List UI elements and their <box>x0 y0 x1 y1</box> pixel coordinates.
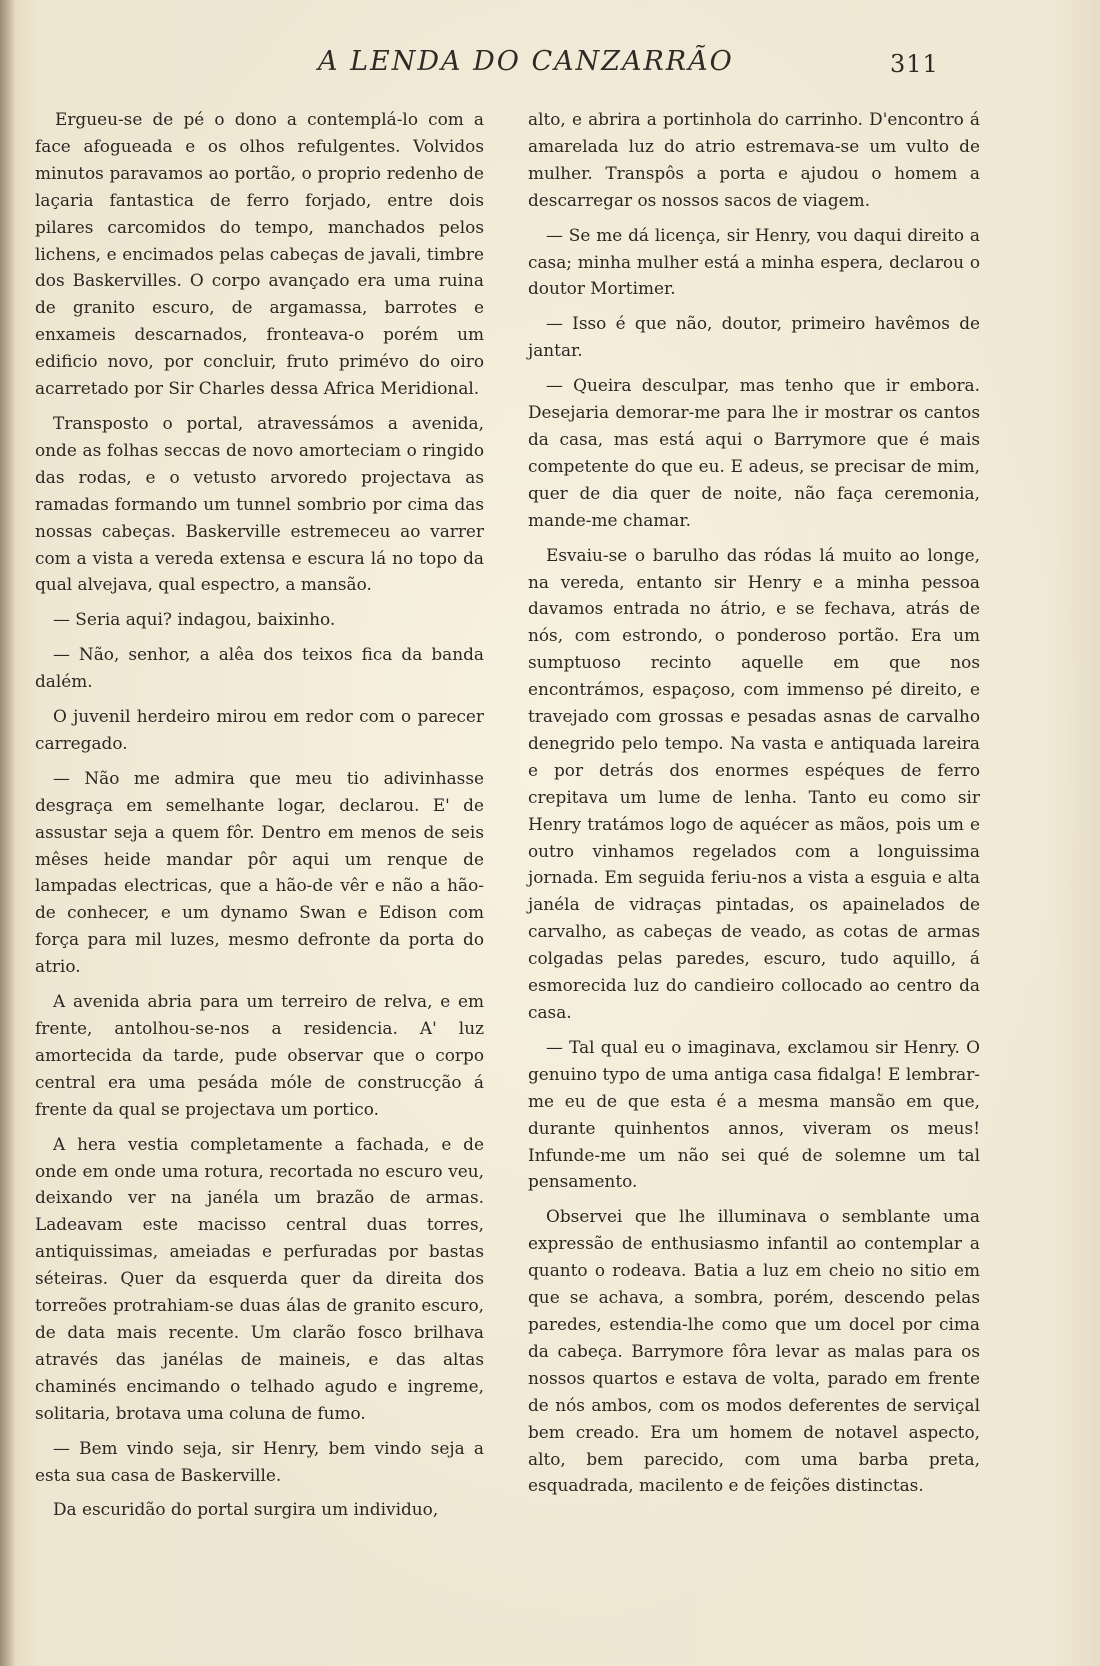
page-gutter-shadow <box>0 0 16 1666</box>
left-column <box>35 106 484 1531</box>
paragraph: — Seria aqui? indagou, baixinho. <box>53 609 336 630</box>
paragraph: Observei que lhe illuminava o semblante uma expressão de enthusiasmo infantil ao contemplar a quanto o rodeava. Batia a luz em cheio no sitio em que se achava, a sombra, porém, descendo pelas paredes, estendia-lhe como que um docel por cima da cabeça. Barrymore fôra levar as malas para os nossos quartos e estava de volta, parado em frente de nós ambos, com os modos deferentes de serviçal bem creado. Era um homem de notavel aspecto, alto, bem parecido, com uma barba preta, esquadrada, macilento e de feições distinctas. <box>528 1206 980 1496</box>
paragraph: — Tal qual eu o imaginava, exclamou sir Henry. O genuino typo de uma antiga casa fidalga! E lembrar-me eu de que esta é a mesma mansão em que, durante quinhentos annos, viveram os meus! Infunde-me um não sei qué de solemne um tal pensamento. <box>528 1036 980 1192</box>
paragraph: alto, e abrira a portinhola do carrinho. D'encontro á amarelada luz do atrio estremava-se um vulto de mulher. Transpôs a porta e ajudou o homem a descarregar os nossos sacos de viagem. <box>528 109 980 210</box>
right-column <box>528 106 980 1507</box>
paragraph: Esvaiu-se o barulho das ródas lá muito ao longe, na vereda, entanto sir Henry e a minha pessoa davamos entrada no átrio, e se fechava, atrás de nós, com estrondo, o ponderoso portão. Era um sumptuoso recinto aquelle em que nos encontrámos, espaçoso, com immenso pé direito, e travejado com grossas e pesadas asnas de carvalho denegrido pelo tempo. Na vasta e antiquada lareira e por detrás dos enormes espéques de ferro crepitava um lume de lenha. Tanto eu como sir Henry tratámos logo de aquécer as mãos, pois um e outro vinhamos regelados com a longuissima jornada. Em seguida feriu-nos a vista a esguia e alta janéla de vidraças pintadas, os apainelados de carvalho, as cabeças de veado, as cotas de armas colgadas pelas paredes, escuro, tudo aquillo, á esmorecida luz do candieiro collocado ao centro da casa. <box>528 544 980 1022</box>
paragraph: A avenida abria para um terreiro de relva, e em frente, antolhou-se-nos a residencia. A' luz amortecida da tarde, pude observar que o corpo central era uma pesáda móle de construcção á frente da qual se projectava um portico. <box>35 991 484 1119</box>
page-number: 311 <box>890 50 939 78</box>
running-title: A LENDA DO CANZARRÃO <box>318 46 734 77</box>
paragraph: — Queira desculpar, mas tenho que ir embora. Desejaria demorar-me para lhe ir mostrar os cantos da casa, mas está aqui o Barrymore que é mais competente do que eu. E adeus, se precisar de mim, quer de dia quer de noite, não faça ceremonia, mande-me chamar. <box>528 375 980 530</box>
paragraph: — Não, senhor, a alêa dos teixos fica da banda dalém. <box>35 644 484 692</box>
paragraph: — Se me dá licença, sir Henry, vou daqui direito a casa; minha mulher está a minha espera, declarou o doutor Mortimer. <box>528 224 980 299</box>
paragraph: — Bem vindo seja, sir Henry, bem vindo seja a esta sua casa de Baskerville. <box>35 1437 484 1485</box>
paragraph: Transposto o portal, atravessámos a avenida, onde as folhas seccas de novo amorteciam o ringido das rodas, e o vetusto arvoredo projectava as ramadas formando um tunnel sombrio por cima das nossas cabeças. Baskerville estremeceu ao varrer com a vista a vereda extensa e escura lá no topo da qual alvejava, qual espectro, a mansão. <box>35 412 484 595</box>
paragraph: — Não me admira que meu tio adivinhasse desgraça em semelhante logar, declarou. E' de assustar seja a quem fôr. Dentro em menos de seis mêses heide mandar pôr aqui um renque de lampadas electricas, que a hão-de vêr e não a hão-de conhecer, e um dynamo Swan e Edison com força para mil luzes, mesmo defronte da porta do atrio. <box>35 767 484 977</box>
paragraph: Da escuridão do portal surgira um individuo, <box>53 1499 439 1520</box>
paragraph: — Isso é que não, doutor, primeiro havêmos de jantar. <box>528 313 980 361</box>
paragraph: Ergueu-se de pé o dono a contemplá-lo com a face afogueada e os olhos refulgentes. Volvidos minutos paravamos ao portão, o proprio redenho de laçaria fantastica de ferro forjado, entre dois pilares carcomidos do tempo, manchados pelos lichens, e encimados pelas cabeças de javali, timbre dos Baskervilles. O corpo avançado era uma ruina de granito escuro, de argamassa, barrotes e enxameis descarnados, fronteava-o porém um edificio novo, por concluir, fruto primévo do oiro acarretado por Sir Charles dessa Africa Meridional. <box>35 109 484 399</box>
running-head <box>0 46 1100 86</box>
paragraph: A hera vestia completamente a fachada, e de onde em onde uma rotura, recortada no escuro veu, deixando ver na janéla um brazão de armas. Ladeavam este macisso central duas torres, antiquissimas, ameiadas e perfuradas por bastas séteiras. Quer da esquerda quer da direita dos torreões protrahiam-se duas álas de granito escuro, de data mais recente. Um clarão fosco brilhava através das janélas de maineis, e das altas chaminés encimando o telhado agudo e ingreme, solitaria, brotava uma coluna de fumo. <box>35 1133 484 1423</box>
paragraph: O juvenil herdeiro mirou em redor com o parecer carregado. <box>35 706 484 753</box>
